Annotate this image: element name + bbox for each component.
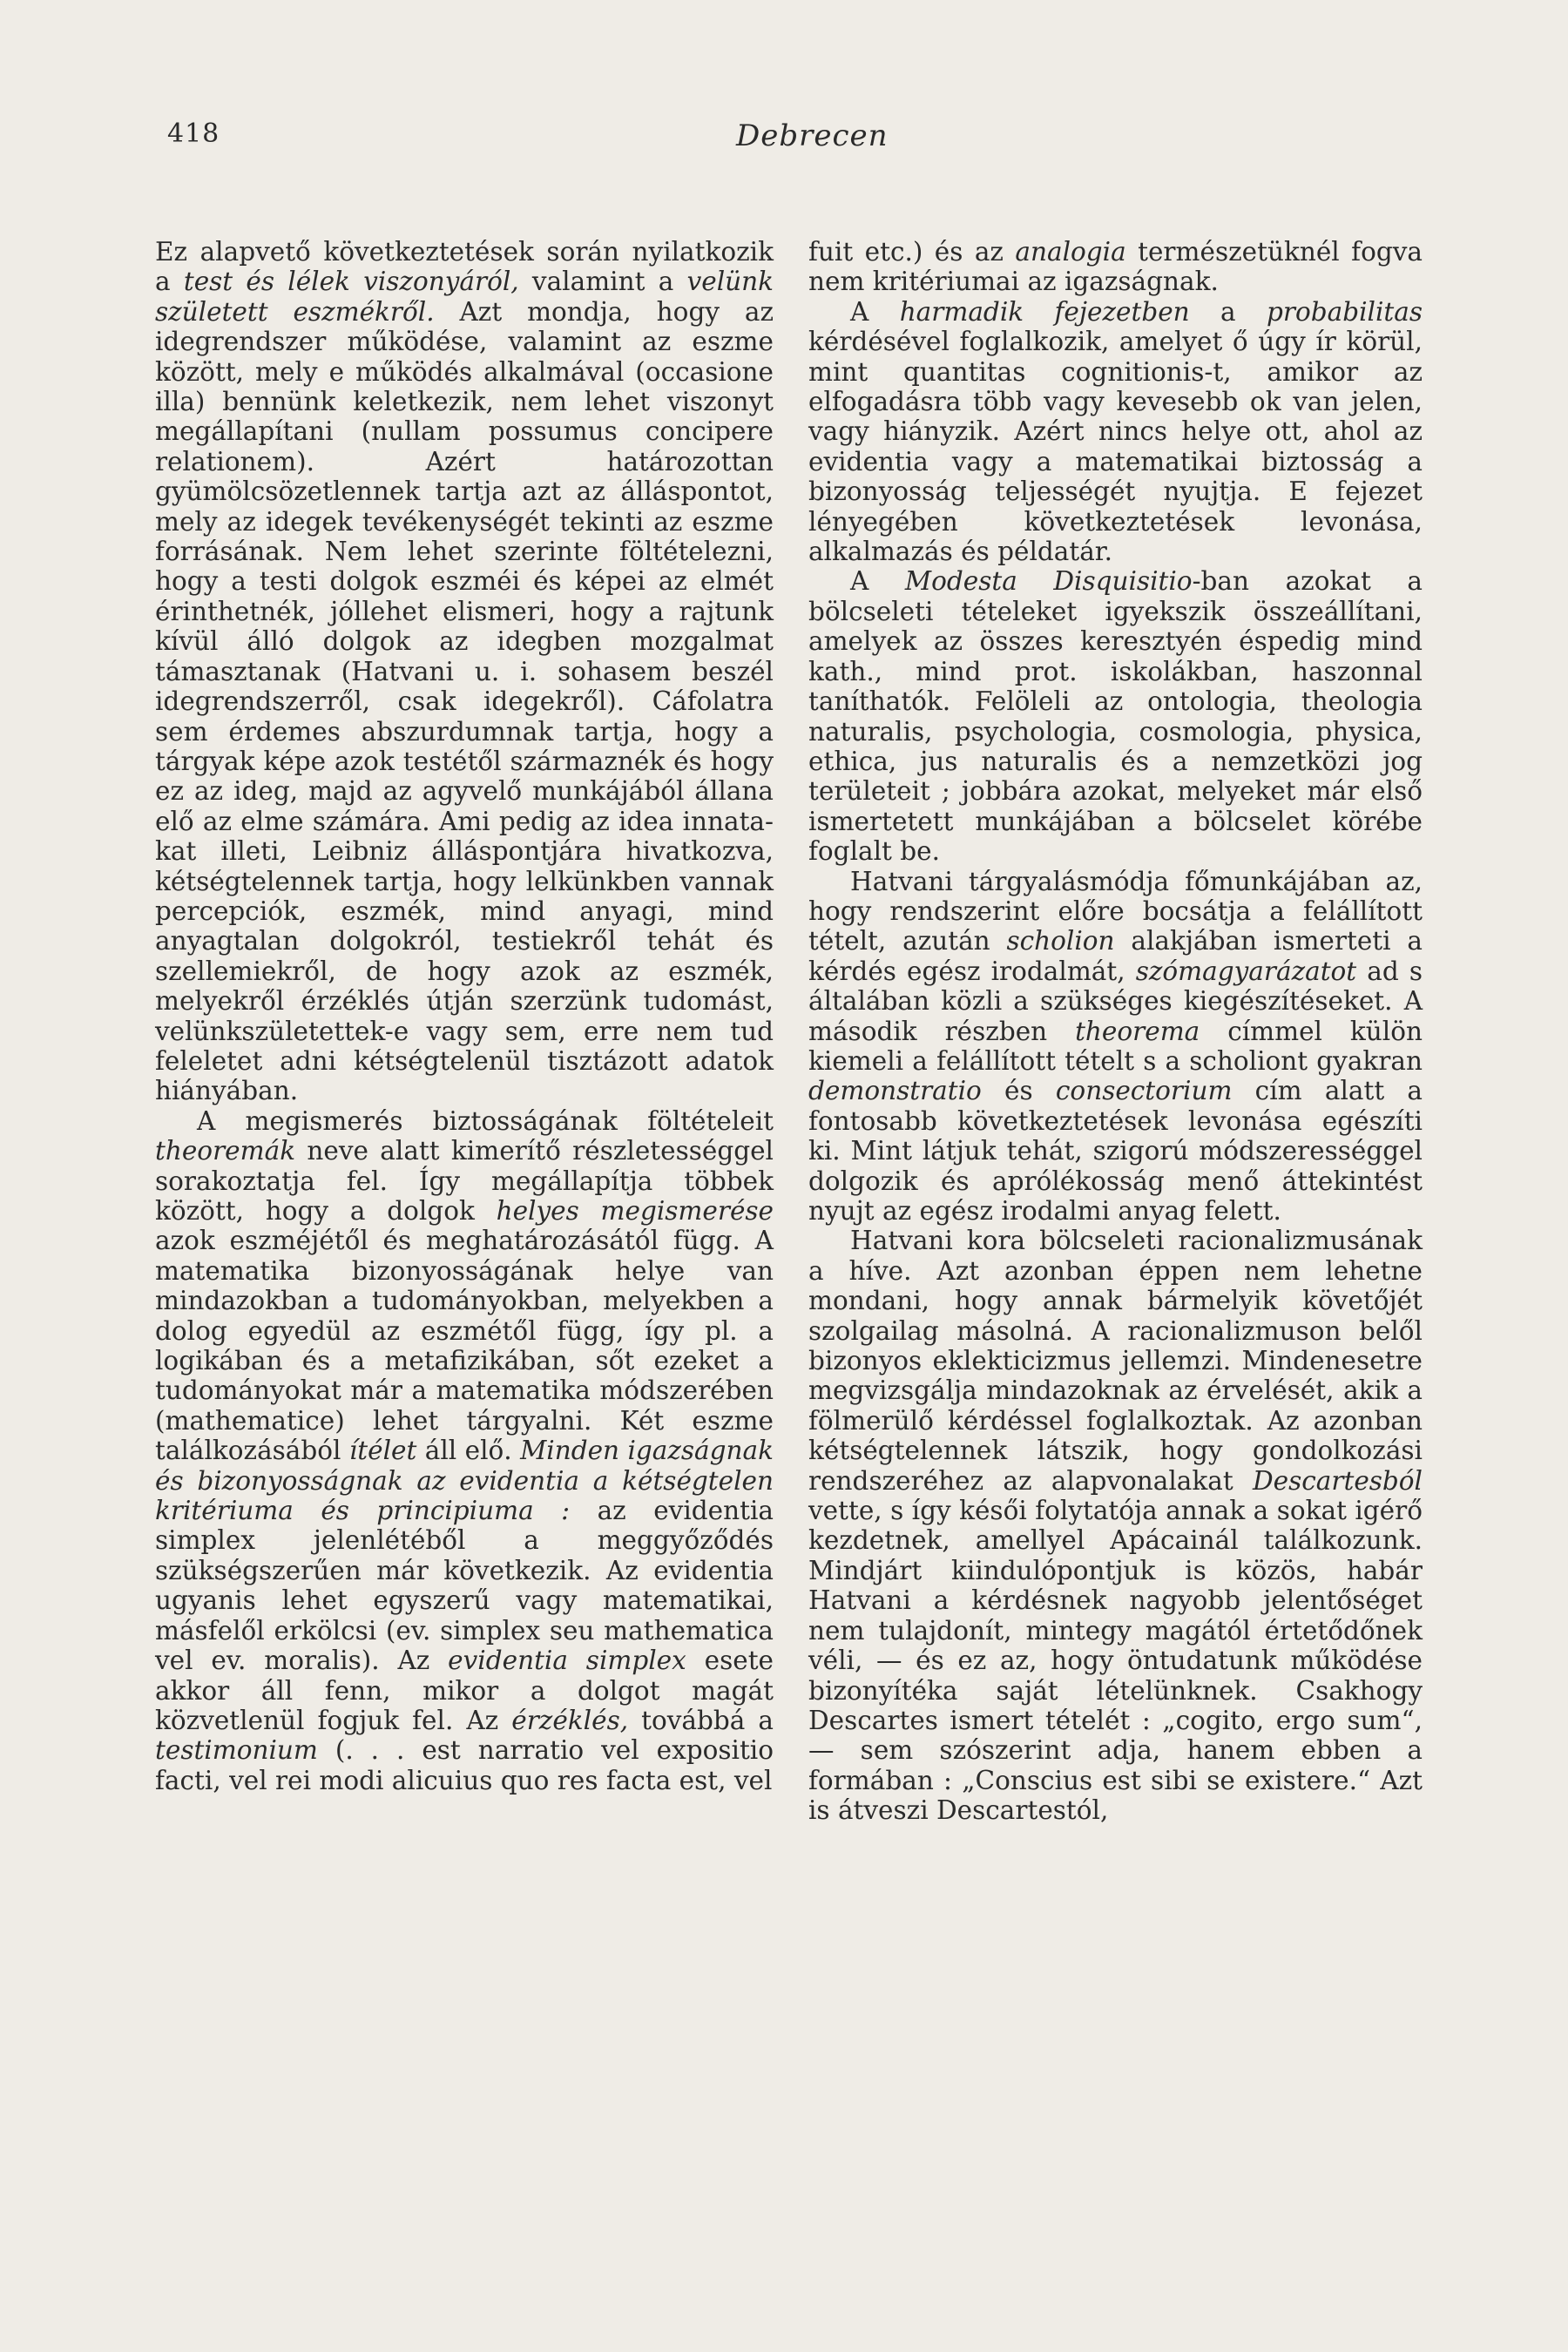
text-run: (. . . est narratio vel expositio facti, vel rei modi alicuius quo res facta est, vel (155, 1735, 774, 1795)
italic-text: érzéklés, (511, 1705, 629, 1735)
italic-text: probabilitas (1267, 296, 1423, 327)
italic-text: harmadik fejezetben (899, 296, 1190, 327)
text-run: természetüknél fogva nem kritériumai az igazságnak. (808, 237, 1423, 297)
paragraph (808, 1226, 1423, 1825)
text-run: valamint a (518, 267, 687, 297)
italic-text: theorema (1075, 1016, 1200, 1046)
page-number: 418 (167, 118, 220, 149)
text-run: a (1189, 296, 1267, 327)
text-run: vette, s így késői folytatója annak a sokat igérő kezdetnek, amellyel Apácainál találkozunk. Mindjárt kiindulópontjuk is közös, habár Hatvani a kérdésnek nagyobb jelentőséget nem tulajdonít, mintegy magától értetődőnek véli, — és ez az, hogy öntudatunk működése bizonyítéka saját lételünknek. Csakhogy Descartes ismert tételét : „cogito, ergo sum“, — sem szószerint adja, hanem ebben a formában : „Conscius est sibi se existere.“ Azt is átveszi Descartestól, (808, 1496, 1423, 1826)
italic-text: Descartesból (1253, 1465, 1423, 1496)
running-head: Debrecen (736, 118, 889, 153)
text-run: továbbá a (628, 1705, 774, 1735)
italic-text: test és lélek viszonyáról, (183, 267, 519, 297)
italic-text: demonstratio (808, 1076, 982, 1106)
text-run: Hatvani tárgyalásmódja főmunkájában az, hogy rendszerint előre bocsátja a felállított tételt, azután (808, 866, 1423, 956)
text-run: A (850, 296, 900, 327)
italic-text: ítélet (348, 1436, 417, 1466)
text-run: ad s általában közli a szükséges kiegészítéseket. A második részben (808, 956, 1423, 1046)
italic-text: evidentia simplex (448, 1646, 686, 1676)
italic-text: theoremák (155, 1136, 296, 1166)
italic-text: Modesta Disquisitio (904, 566, 1193, 597)
paragraph (155, 1106, 774, 1795)
italic-text: velünk született eszmékről. (155, 267, 774, 327)
italic-text: scholion (1006, 926, 1115, 956)
right-text-column (808, 237, 1423, 1826)
left-text-column (155, 237, 774, 1795)
text-run: kérdésével foglalkozik, amelyet ő úgy ír körül, mint quantitas cognitionis-t, amikor az elfogadásra több vagy kevesebb ok van jelen, vagy hiányzik. Azért nincs helye ott, ahol az evidentia vagy a matematikai biztosság a bizonyosság teljességét nyujtja. E fejezet lényegében következtetések levonása, alkalmazás és példatár. (808, 327, 1423, 567)
italic-text: szómagyarázatot (1135, 956, 1357, 986)
text-run: és (981, 1076, 1056, 1106)
text-run: esete akkor áll fenn, mikor a dolgot magát közvetlenül fogjuk fel. Az (155, 1646, 774, 1735)
text-run: Ez alapvető következtetések során nyilatkozik a (155, 237, 774, 297)
paragraph (808, 297, 1423, 567)
paragraph (808, 867, 1423, 1227)
paragraph (808, 237, 1423, 297)
italic-text: consectorium (1055, 1076, 1233, 1106)
text-run: A (850, 566, 905, 597)
italic-text: analogia (1015, 237, 1126, 267)
text-run: Hatvani kora bölcseleti racionalizmusának a híve. Azt azonban éppen nem lehetne mondani, hogy annak bármelyik követőjét szolgailag másolná. A racionalizmuson belől bizonyos eklekticizmus jellemzi. Mindenesetre megvizsgálja mindazoknak az érvelését, akik a fölmerülő kérdéssel foglalkoztak. Az azonban kétségtelennek látszik, hogy gondolkozási rendszeréhez az alapvonalakat (808, 1226, 1423, 1496)
text-run: áll elő. (416, 1436, 521, 1466)
text-run: alakjában ismerteti a kérdés egész irodalmát, (808, 926, 1423, 986)
text-run: neve alatt kimerítő részletességgel sorakoztatja fel. Így megállapítja többek között, hogy a dolgok (155, 1136, 774, 1226)
text-run: az evidentia simplex jelenlétéből a meggyőződés szükségszerűen már következik. Az evidentia ugyanis lehet egyszerű vagy matematikai, másfelől erkölcsi (ev. simplex seu mathematica vel ev. moralis). Az (155, 1496, 774, 1676)
text-run: címmel külön kiemeli a felállított tételt s a scholiont gyakran (808, 1016, 1423, 1076)
italic-text: helyes megismerése (496, 1196, 774, 1226)
text-run: fuit etc.) és az (808, 237, 1016, 267)
text-run: A megismerés biztosságának föltételeit (197, 1105, 774, 1136)
text-run: cím alatt a fontosabb következtetések levonása egészíti ki. Mint látjuk tehát, szigorú módszerességgel dolgozik és aprólékosság menő áttekintést nyujt az egész irodalmi anyag felett. (808, 1076, 1423, 1226)
text-run: -ban azokat a bölcseleti tételeket igyekszik összeállítani, amelyek az összes keresztyén éspedig mind kath., mind prot. iskolákban, haszonnal taníthatók. Felöleli az ontologia, theologia naturalis, psychologia, cosmologia, physica, ethica, jus naturalis és a nemzetközi jog területeit ; jobbára azokat, melyeket már első ismertetett munkájában a bölcselet körébe foglalt be. (808, 566, 1423, 867)
text-run: azok eszméjétől és meghatározásától függ. A matematika bizonyosságának helye van mindazokban a tudományokban, melyekben a dolog egyedül az eszmétől függ, így pl. a logikában és a metafizikában, sőt ezeket a tudományokat már a matematika módszerében (mathematice) lehet tárgyalni. Két eszme találkozásából (155, 1226, 774, 1466)
italic-text: testimonium (155, 1735, 318, 1766)
paragraph (155, 237, 774, 1106)
italic-text: Minden igazságnak és bizonyosságnak az evidentia a kétségtelen kritériuma és principiuma : (155, 1436, 774, 1526)
text-run: Azt mondja, hogy az idegrendszer működése, valamint az eszme között, mely e működés alkalmával (occasione illa) bennünk keletkezik, nem lehet viszonyt megállapítani (nullam possumus concipere relationem). Azért határozottan gyümölcsözetlennek tartja azt az álláspontot, mely az idegek tevékenységét tekinti az eszme forrásának. Nem lehet szerinte föltételezni, hogy a testi dolgok eszméi és képei az elmét érinthetnék, jóllehet elismeri, hogy a rajtunk kívül álló dolgok az idegben mozgalmat támasztanak (Hatvani u. i. sohasem beszél idegrendszerről, csak idegekről). Cáfolatra sem érdemes abszurdumnak tartja, hogy a tárgyak képe azok testétől származnék és hogy ez az ideg, majd az agyvelő munkájából állana elő az elme számára. Ami pedig az idea innata-kat illeti, Leibniz álláspontjára hivatkozva, kétségtelennek tartja, hogy lelkünkben vannak percepciók, eszmék, mind anyagi, mind anyagtalan dolgokról, testiekről tehát és szellemiekről, de hogy azok az eszmék, melyekről érzéklés útján szerzünk tudomást, velünkszületettek-e vagy sem, erre nem tud feleletet adni kétségtelenül tisztázott adatok hiányában. (155, 296, 774, 1106)
paragraph (808, 566, 1423, 866)
